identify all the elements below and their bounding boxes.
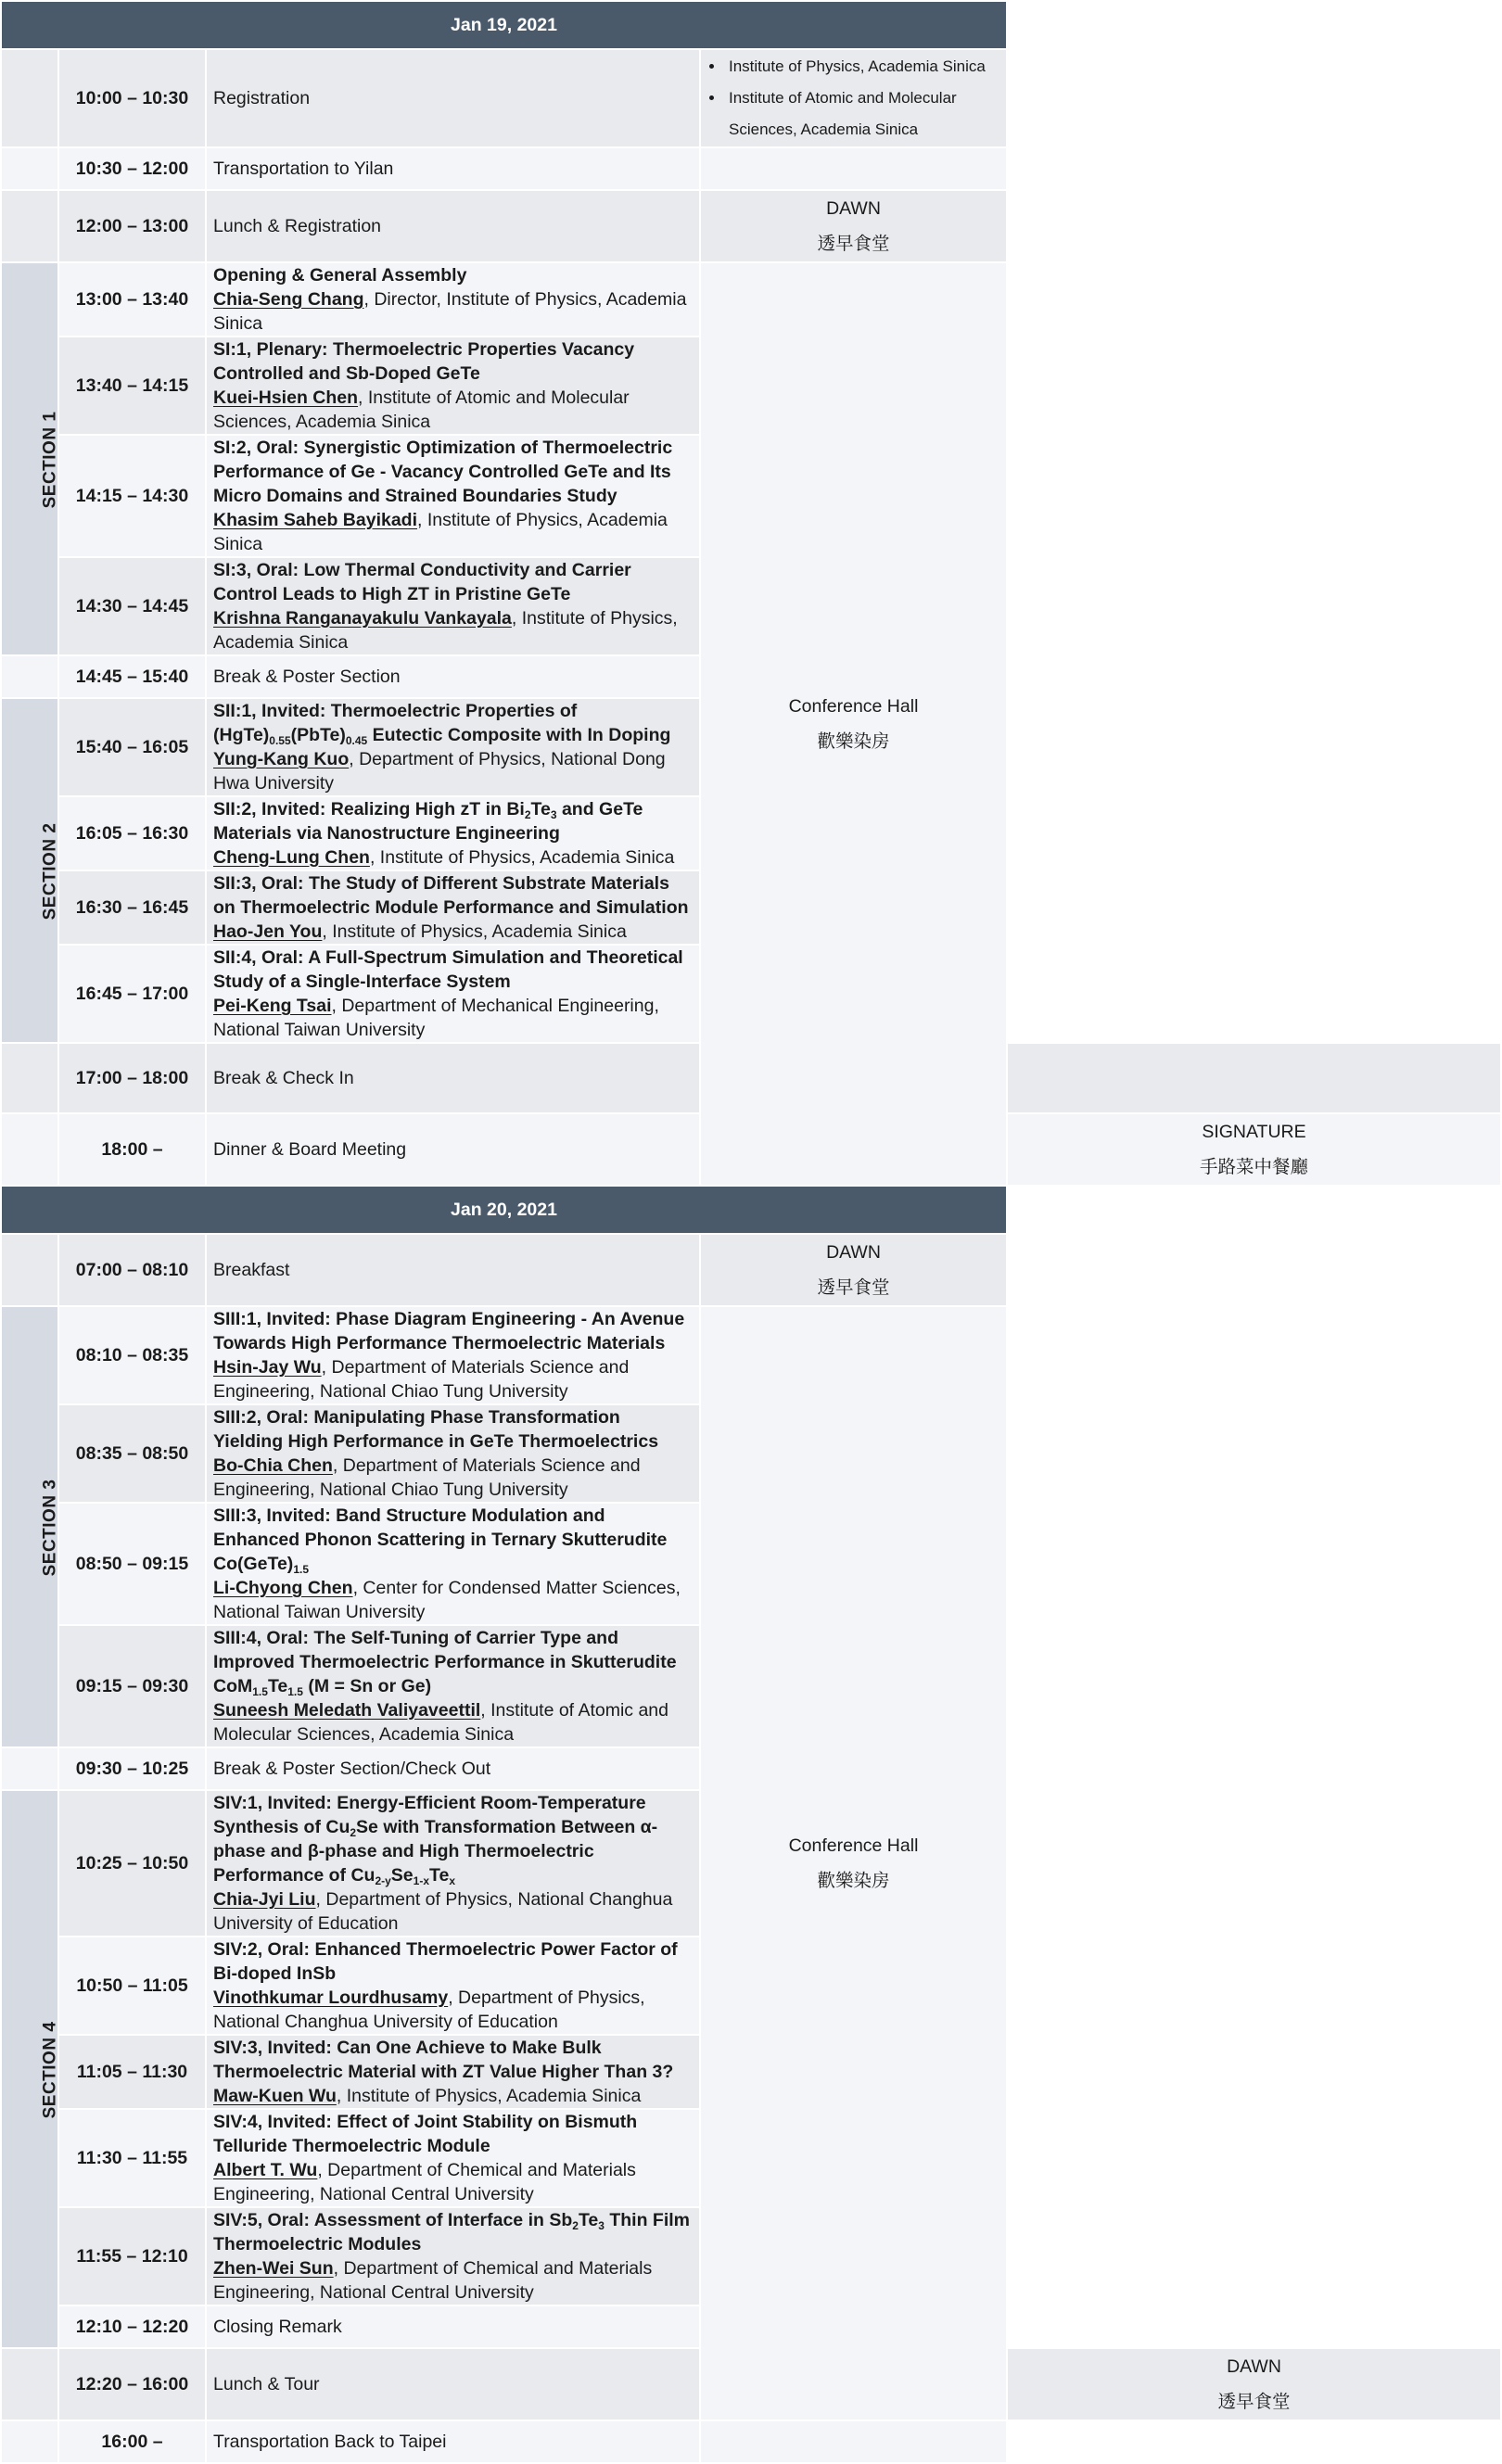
- speaker-name: Li-Chyong Chen: [213, 1578, 353, 1598]
- section-cell-empty: [2, 2349, 57, 2420]
- talk-title: SII:3, Oral: The Study of Different Substrate Materials on Thermoelectric Module Performance and Simulation: [213, 873, 689, 918]
- venue-name-zh: 透早食堂: [817, 234, 890, 254]
- speaker-affiliation: , Institute of Physics, Academia Sinica: [322, 921, 627, 942]
- time-cell: 12:00 – 13:00: [59, 191, 205, 261]
- talk-title: SIII:3, Invited: Band Structure Modulation and Enhanced Phonon Scattering in Ternary Skutterudite $Co(GeTe)_{1.5}$: [213, 1505, 668, 1576]
- talk-cell: [207, 558, 699, 654]
- event-cell: Registration: [207, 50, 699, 146]
- section-cell-empty: [2, 191, 57, 261]
- talk-cell: [207, 263, 699, 336]
- speaker-name: Albert T. Wu: [213, 2160, 318, 2180]
- speaker-affiliation: , Department of Chemical and Materials Engineering, National Central University: [213, 2258, 653, 2303]
- speaker-name: Yung-Kang Kuo: [213, 749, 350, 769]
- talk-title: SI:3, Oral: Low Thermal Conductivity and Carrier Control Leads to High ZT in Pristine GeTe: [213, 560, 631, 604]
- time-cell: 16:00 –: [59, 2421, 205, 2462]
- time-cell: 08:35 – 08:50: [59, 1405, 205, 1502]
- venue-cell: [1008, 2349, 1500, 2420]
- time-cell: 16:30 – 16:45: [59, 871, 205, 944]
- talk-cell: [207, 871, 699, 944]
- venue-cell: [701, 2421, 1006, 2462]
- section-label: SECTION 4: [2, 1791, 57, 2347]
- venue-name: DAWN: [826, 1242, 881, 1263]
- venue-name-zh: 透早食堂: [1217, 2392, 1291, 2412]
- talk-title: SIV:4, Invited: Effect of Joint Stability on Bismuth Telluride Thermoelectric Module: [213, 2112, 638, 2156]
- event-cell: Lunch & Registration: [207, 191, 699, 261]
- venue-list-item: • Institute of Atomic and Molecular Sciences, Academia Sinica: [725, 83, 999, 146]
- speaker-affiliation: , Institute of Atomic and Molecular Sciences, Academia Sinica: [213, 1700, 668, 1745]
- talk-cell: [207, 1504, 699, 1624]
- speaker-affiliation: , Department of Materials Science and Engineering, National Chiao Tung University: [213, 1357, 630, 1402]
- talk-title: SIII:4, Oral: The Self-Tuning of Carrier Type and Improved Thermoelectric Performance in Skutterudite $CoM_{1.5}Te_{1.5}$ (M = Sn or Ge): [213, 1628, 677, 1698]
- time-cell: 10:00 – 10:30: [59, 50, 205, 146]
- date-header: Jan 19, 2021: [2, 2, 1006, 48]
- talk-cell: [207, 1937, 699, 2034]
- event-cell: Closing Remark: [207, 2306, 699, 2347]
- venue-cell: [1008, 1114, 1500, 1185]
- speaker-affiliation: , Department of Mechanical Engineering, National Taiwan University: [213, 996, 659, 1040]
- section-cell-empty: [2, 50, 57, 146]
- talk-title: SII:2, Invited: Realizing High zT in $Bi_2Te_3$ and GeTe Materials via Nanostructure Engineering: [213, 799, 643, 844]
- speaker-name: Pei-Keng Tsai: [213, 996, 332, 1016]
- event-cell: Dinner & Board Meeting: [207, 1114, 699, 1185]
- venue-list: [708, 51, 999, 146]
- venue-cell: [1008, 1044, 1500, 1112]
- venue-name: SIGNATURE: [1202, 1122, 1306, 1142]
- section-cell-empty: [2, 2421, 57, 2462]
- time-cell: 10:25 – 10:50: [59, 1791, 205, 1936]
- time-cell: 09:15 – 09:30: [59, 1626, 205, 1746]
- time-cell: 11:30 – 11:55: [59, 2110, 205, 2206]
- talk-title: SI:1, Plenary: Thermoelectric Properties Vacancy Controlled and Sb-Doped GeTe: [213, 339, 635, 384]
- time-cell: 14:45 – 15:40: [59, 656, 205, 697]
- section-cell-empty: [2, 1044, 57, 1112]
- speaker-affiliation: , Department of Materials Science and Engineering, National Chiao Tung University: [213, 1455, 641, 1500]
- venue-name-zh: 手路菜中餐廳: [1199, 1157, 1308, 1177]
- speaker-name: Cheng-Lung Chen: [213, 847, 370, 868]
- speaker-name: Suneesh Meledath Valiyaveettil: [213, 1700, 481, 1721]
- event-cell: Breakfast: [207, 1235, 699, 1305]
- speaker-name: Hao-Jen You: [213, 921, 323, 942]
- talk-cell: [207, 436, 699, 556]
- section-cell-empty: [2, 1748, 57, 1789]
- speaker-affiliation: , Director, Institute of Physics, Academia Sinica: [213, 289, 687, 334]
- time-cell: 08:50 – 09:15: [59, 1504, 205, 1624]
- time-cell: 08:10 – 08:35: [59, 1307, 205, 1403]
- event-cell: Transportation to Yilan: [207, 148, 699, 189]
- time-cell: 14:30 – 14:45: [59, 558, 205, 654]
- venue-name: DAWN: [826, 198, 881, 219]
- talk-title: SII:1, Invited: Thermoelectric Properties of $(HgTe)_{0.55}(PbTe)_{0.45}$ Eutectic Composite with In Doping: [213, 701, 671, 747]
- speaker-affiliation: , Department of Chemical and Materials Engineering, National Central University: [213, 2160, 636, 2204]
- venue-cell: [701, 50, 1006, 146]
- venue-name-zh: 歡樂染房: [817, 731, 890, 752]
- section-label: SECTION 3: [2, 1307, 57, 1746]
- speaker-affiliation: , Center for Condensed Matter Sciences, National Taiwan University: [213, 1578, 681, 1622]
- talk-cell: [207, 2036, 699, 2108]
- venue-cell: [701, 1235, 1006, 1305]
- speaker-affiliation: , Institute of Physics, Academia Sinica: [213, 608, 678, 653]
- talk-cell: [207, 797, 699, 870]
- time-cell: 12:10 – 12:20: [59, 2306, 205, 2347]
- talk-title: SI:2, Oral: Synergistic Optimization of Thermoelectric Performance of Ge - Vacancy Controlled GeTe and Its Micro Domains and Strained Boundaries Study: [213, 438, 673, 506]
- venue-name: Conference Hall: [788, 1835, 919, 1856]
- section-label: SECTION 1: [2, 263, 57, 654]
- speaker-name: Chia-Jyi Liu: [213, 1889, 316, 1910]
- talk-cell: [207, 699, 699, 795]
- section-cell-empty: [2, 1235, 57, 1305]
- talk-cell: [207, 1307, 699, 1403]
- section-cell-empty: [2, 148, 57, 189]
- venue-name: Conference Hall: [788, 696, 919, 717]
- speaker-name: Hsin-Jay Wu: [213, 1357, 322, 1378]
- venue-cell: [701, 191, 1006, 261]
- time-cell: 12:20 – 16:00: [59, 2349, 205, 2420]
- time-cell: 11:05 – 11:30: [59, 2036, 205, 2108]
- speaker-affiliation: , Department of Physics, National Dong Hwa University: [213, 749, 666, 794]
- talk-title: Opening & General Assembly: [213, 265, 467, 286]
- section-cell-empty: [2, 656, 57, 697]
- speaker-name: Vinothkumar Lourdhusamy: [213, 1988, 449, 2008]
- event-cell: Break & Poster Section: [207, 656, 699, 697]
- talk-title: SIV:3, Invited: Can One Achieve to Make Bulk Thermoelectric Material with ZT Value Higher Than 3?: [213, 2038, 674, 2082]
- talk-title: SIV:5, Oral: Assessment of Interface in $Sb_2Te_3$ Thin Film Thermoelectric Modules: [213, 2210, 691, 2254]
- time-cell: 10:30 – 12:00: [59, 148, 205, 189]
- talk-title: SII:4, Oral: A Full-Spectrum Simulation and Theoretical Study of a Single-Interface System: [213, 947, 683, 992]
- venue-list-item: • Institute of Physics, Academia Sinica: [725, 51, 999, 83]
- time-cell: 16:05 – 16:30: [59, 797, 205, 870]
- time-cell: 15:40 – 16:05: [59, 699, 205, 795]
- date-header: Jan 20, 2021: [2, 1187, 1006, 1233]
- speaker-name: Kuei-Hsien Chen: [213, 387, 359, 408]
- venue-cell: [701, 1307, 1006, 2420]
- speaker-name: Maw-Kuen Wu: [213, 2086, 337, 2106]
- venue-name-zh: 歡樂染房: [817, 1871, 890, 1891]
- event-cell: Lunch & Tour: [207, 2349, 699, 2420]
- time-cell: 11:55 – 12:10: [59, 2208, 205, 2305]
- speaker-name: Krishna Ranganayakulu Vankayala: [213, 608, 512, 629]
- time-cell: 07:00 – 08:10: [59, 1235, 205, 1305]
- speaker-name: Khasim Saheb Bayikadi: [213, 510, 418, 530]
- talk-title: SIV:1, Invited: Energy-Efficient Room-Temperature Synthesis of $Cu_2Se$ with Transformation Between α-phase and β-phase and High Thermoelectric Performance of $Cu_{2-y}Se_{1-x}Te_x$: [213, 1793, 658, 1887]
- venue-name-zh: 透早食堂: [817, 1277, 890, 1298]
- time-cell: 13:00 – 13:40: [59, 263, 205, 336]
- time-cell: 09:30 – 10:25: [59, 1748, 205, 1789]
- speaker-affiliation: , Department of Physics, National Changhua University of Education: [213, 1988, 645, 2032]
- speaker-name: Zhen-Wei Sun: [213, 2258, 334, 2279]
- speaker-name: Bo-Chia Chen: [213, 1455, 333, 1476]
- time-cell: 17:00 – 18:00: [59, 1044, 205, 1112]
- speaker-affiliation: , Institute of Atomic and Molecular Sciences, Academia Sinica: [213, 387, 630, 432]
- speaker-affiliation: , Institute of Physics, Academia Sinica: [336, 2086, 642, 2106]
- time-cell: 14:15 – 14:30: [59, 436, 205, 556]
- talk-title: SIII:2, Oral: Manipulating Phase Transformation Yielding High Performance in GeTe Thermoelectrics: [213, 1407, 659, 1452]
- talk-title: SIII:1, Invited: Phase Diagram Engineering - An Avenue Towards High Performance Thermoelectric Materials: [213, 1309, 685, 1353]
- event-cell: Break & Poster Section/Check Out: [207, 1748, 699, 1789]
- time-cell: 18:00 –: [59, 1114, 205, 1185]
- venue-name: DAWN: [1227, 2356, 1281, 2377]
- speaker-affiliation: , Institute of Physics, Academia Sinica: [369, 847, 675, 868]
- talk-cell: [207, 1791, 699, 1936]
- time-cell: 13:40 – 14:15: [59, 337, 205, 434]
- time-cell: 10:50 – 11:05: [59, 1937, 205, 2034]
- talk-cell: [207, 1626, 699, 1746]
- event-cell: Transportation Back to Taipei: [207, 2421, 699, 2462]
- talk-cell: [207, 1405, 699, 1502]
- talk-cell: [207, 946, 699, 1042]
- speaker-name: Chia-Seng Chang: [213, 289, 364, 310]
- talk-cell: [207, 2208, 699, 2305]
- talk-cell: [207, 2110, 699, 2206]
- speaker-affiliation: , Institute of Physics, Academia Sinica: [213, 510, 668, 554]
- event-cell: Break & Check In: [207, 1044, 699, 1112]
- venue-cell: [701, 263, 1006, 1185]
- section-cell-empty: [2, 1114, 57, 1185]
- speaker-affiliation: , Department of Physics, National Changhua University of Education: [213, 1889, 673, 1934]
- time-cell: 16:45 – 17:00: [59, 946, 205, 1042]
- talk-title: SIV:2, Oral: Enhanced Thermoelectric Power Factor of Bi-doped InSb: [213, 1939, 678, 1984]
- venue-cell: [701, 148, 1006, 189]
- section-label: SECTION 2: [2, 699, 57, 1042]
- talk-cell: [207, 337, 699, 434]
